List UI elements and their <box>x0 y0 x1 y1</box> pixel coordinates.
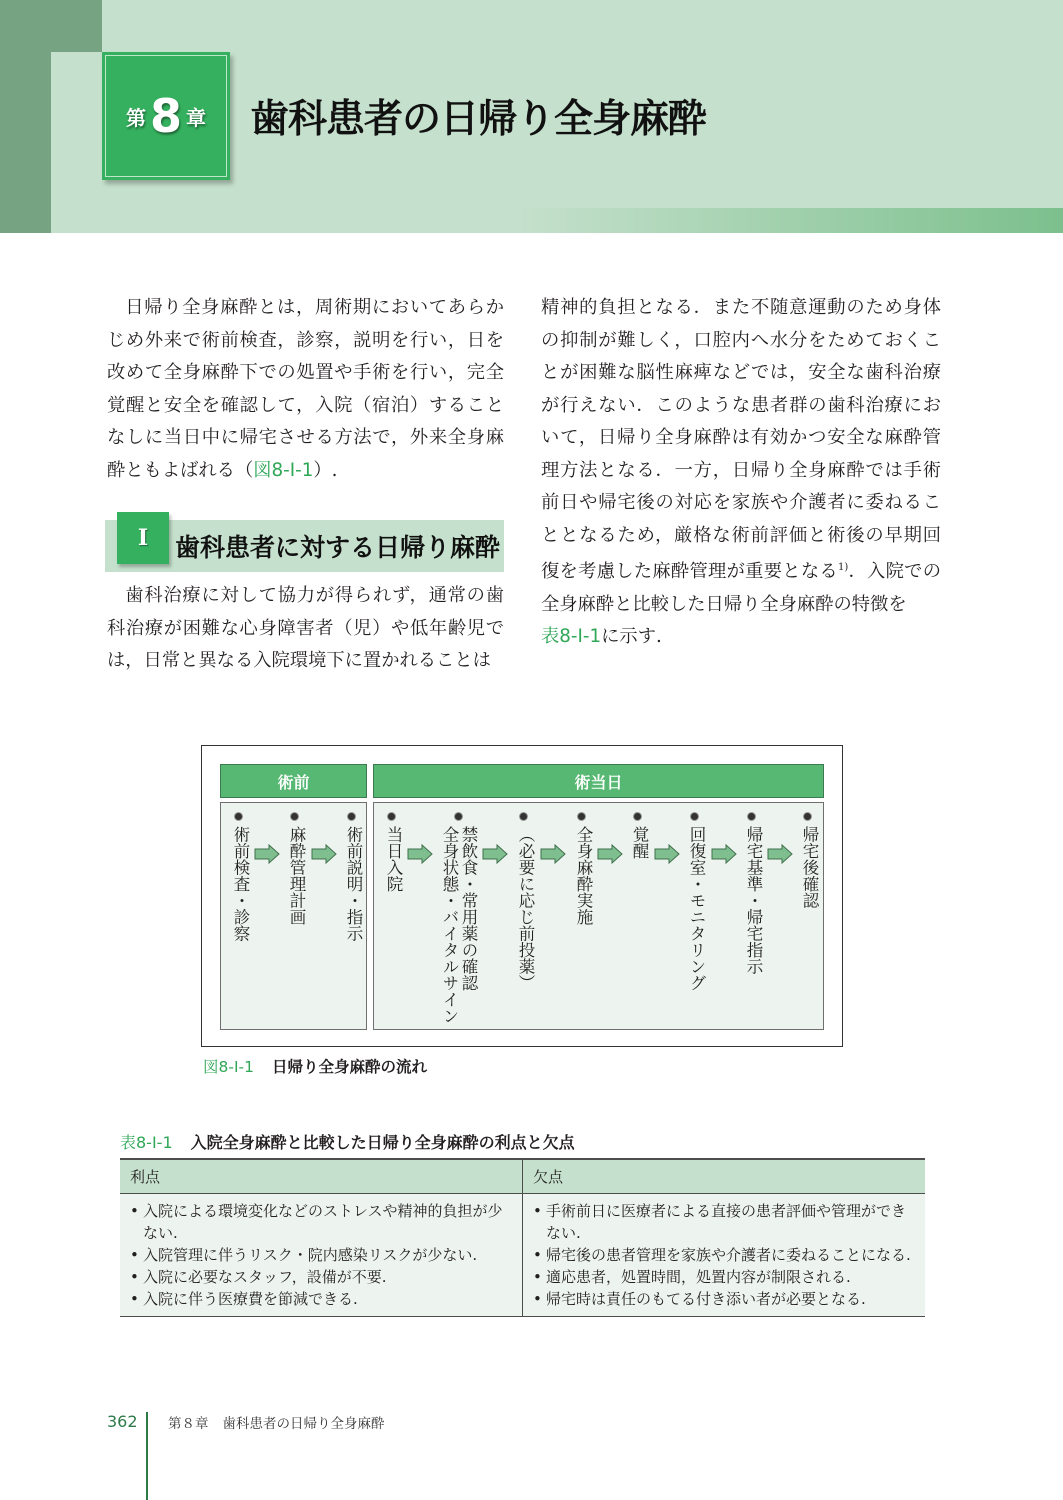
list-item: • 入院管理に伴うリスク・院内感染リスクが少ない. <box>130 1244 514 1266</box>
flow-step: 術前説明・指示 <box>344 826 363 942</box>
list-item: • 入院に必要なスタッフ，設備が不要. <box>130 1266 514 1288</box>
section-title: 歯科患者に対する日帰り麻酔 <box>175 533 501 562</box>
figure-caption <box>203 1055 427 1077</box>
step-bullet <box>690 812 699 821</box>
intro-paragraph: 日帰り全身麻酔とは，周術期においてあらかじめ外来で術前検査，診察，説明を行い，日を改めて全身麻酔下での処置や手術を行い，完全覚醒と安全を確認して，入院（宿泊）することなしに当日中に帰宅させる方法で，外来全身麻酔ともよばれる（図8-Ⅰ-1）. <box>107 297 504 481</box>
flow-step: 全身麻酔実施 <box>574 826 593 925</box>
citation-superscript: 1) <box>837 562 849 573</box>
step-bullet <box>347 812 356 821</box>
header-gradient-bar <box>520 208 1063 233</box>
chapter-prefix: 第 <box>125 105 146 130</box>
figure-caption-text: 日帰り全身麻酔の流れ <box>271 1058 427 1076</box>
section-paragraph-right: 精神的負担となる．また不随意運動のため身体の抑制が難しく，口腔内へ水分をためておくことが困難な脳性麻痺などでは，安全な歯科治療が行えない．このような患者群の歯科治療において，日帰り全身麻酔は有効かつ安全な麻酔管理方法となる．一方，日帰り全身麻酔では手術前日や帰宅後の対応を家族や介護者に委ねることとなるため，厳格な術前評価と術後の早期回復を考慮した麻酔管理が重要となる$^{1)}$．入院での全身麻酔と比較した日帰り全身麻酔の特徴を 表8-Ⅰ-1に示す. <box>541 297 942 648</box>
section-number: Ⅰ <box>117 512 169 564</box>
flow-step: 当日入院 <box>384 826 403 892</box>
arrow-right-icon <box>654 844 680 864</box>
flow-step: 帰宅基準・帰宅指示 <box>744 826 763 975</box>
flow-step: 帰宅後確認 <box>800 826 819 909</box>
comparison-table <box>120 1158 925 1317</box>
arrow-right-icon <box>311 844 337 864</box>
footer-rule <box>146 1412 148 1500</box>
step-bullet <box>633 812 642 821</box>
table-caption-text: 入院全身麻酔と比較した日帰り全身麻酔の利点と欠点 <box>190 1133 575 1152</box>
arrow-right-icon <box>540 844 566 864</box>
list-item: • 帰宅後の患者管理を家族や介護者に委ねることになる. <box>533 1244 917 1266</box>
table-row <box>120 1194 925 1317</box>
arrow-right-icon <box>597 844 623 864</box>
step-bullet <box>577 812 586 821</box>
flow-step: 術前検査・診察 <box>231 826 250 942</box>
chapter-badge <box>102 52 230 180</box>
advantages-cell <box>120 1194 523 1317</box>
header-top-block <box>51 0 102 52</box>
list-item: • 入院に伴う医療費を節減できる. <box>130 1288 514 1310</box>
running-head-title: 歯科患者の日帰り全身麻酔 <box>222 1416 385 1432</box>
figure-caption-number: 図8-Ⅰ-1 <box>203 1058 254 1076</box>
figure-reference-link[interactable]: 図8-Ⅰ-1 <box>253 459 314 481</box>
header-left-strip <box>0 0 51 233</box>
page-number: 362 <box>107 1412 138 1431</box>
step-bullet <box>747 812 756 821</box>
step-bullet <box>803 812 812 821</box>
phase-day-header: 術当日 <box>373 764 824 798</box>
disadvantages-cell <box>523 1194 926 1317</box>
table-caption <box>120 1130 575 1153</box>
running-head <box>168 1412 385 1432</box>
chapter-suffix: 章 <box>186 105 206 130</box>
column-header-disadvantages: 欠点 <box>523 1159 926 1194</box>
table-caption-number: 表8-Ⅰ-1 <box>120 1133 173 1152</box>
list-item: • 手術前日に医療者による直接の患者評価や管理ができない. <box>533 1200 917 1244</box>
list-item: • 適応患者，処置時間，処置内容が制限される. <box>533 1266 917 1288</box>
running-head-chapter: 第８章 <box>168 1416 209 1432</box>
flow-step: 覚醒 <box>630 826 649 859</box>
flow-step: 回復室・モニタリング <box>687 826 706 991</box>
flow-step: 禁飲食・常用薬の確認 <box>459 826 478 991</box>
arrow-right-icon <box>482 844 508 864</box>
step-bullet <box>519 812 528 821</box>
step-bullet <box>290 812 299 821</box>
step-bullet <box>387 812 396 821</box>
flow-step: 麻酔管理計画 <box>287 826 306 925</box>
flow-step: （必要に応じ前投薬） <box>516 826 535 991</box>
arrow-right-icon <box>254 844 280 864</box>
list-item: • 帰宅時は責任のもてる付き添い者が必要となる. <box>533 1288 917 1310</box>
section-paragraph-left: 歯科治療に対して協力が得られず，通常の歯科治療が困難な心身障害者（児）や低年齢児では，日常と異なる入院環境下に置かれることは <box>107 585 504 671</box>
arrow-right-icon <box>711 844 737 864</box>
section-heading <box>105 520 504 572</box>
column-header-advantages: 利点 <box>120 1159 523 1194</box>
arrow-right-icon <box>767 844 793 864</box>
flow-step: 全身状態・バイタルサイン <box>440 826 459 1024</box>
step-bullet <box>234 812 243 821</box>
step-bullet <box>454 812 463 821</box>
phase-preop-header: 術前 <box>220 764 367 798</box>
table-reference-link[interactable]: 表8-Ⅰ-1 <box>541 626 602 648</box>
chapter-number: 8 <box>149 89 182 143</box>
chapter-title: 歯科患者の日帰り全身麻酔 <box>250 97 707 142</box>
arrow-right-icon <box>407 844 433 864</box>
list-item: • 入院による環境変化などのストレスや精神的負担が少ない. <box>130 1200 514 1244</box>
